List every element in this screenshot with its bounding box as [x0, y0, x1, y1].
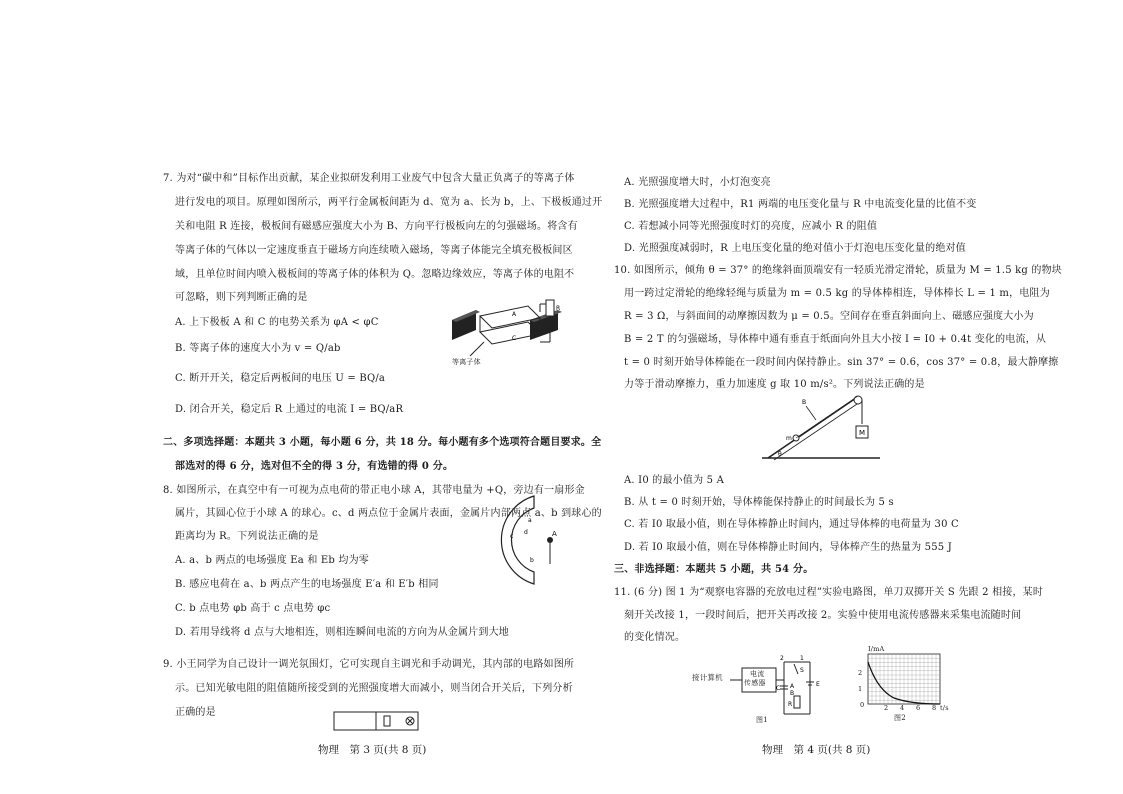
- svg-text:S: S: [800, 667, 804, 674]
- current-time-graph: [854, 645, 950, 724]
- fig2-ytick-1: 1: [858, 685, 863, 693]
- q8-option-a: A. a、b 两点的电场强度 Ea 和 Eb 均为零: [175, 555, 369, 566]
- q8-line1: 8. 如图所示，在真空中有一可视为点电荷的带正电小球 A，其带电量为 +Q，旁边有一扇形金: [163, 485, 585, 496]
- fig1-sensor-label-1: 电流: [750, 670, 765, 678]
- q7-line6: 可忽略，则下列判断正确的是: [175, 292, 308, 303]
- section2-line2: 部选对的得 6 分，选对但不全的得 3 分，有选错的得 0 分。: [175, 461, 454, 472]
- fig2-xtick-4: 4: [900, 704, 905, 712]
- q7-option-a: A. 上下极板 A 和 C 的电势关系为 φA < φC: [175, 317, 379, 328]
- fig1-computer-label: 接计算机: [692, 673, 723, 682]
- q8-option-d: D. 若用导线将 d 点与大地相连，则相连瞬间电流的方向为从金属片到大地: [175, 627, 509, 638]
- svg-text:M: M: [859, 429, 866, 437]
- q9-line3: 正确的是: [175, 707, 216, 718]
- q10-line5: t = 0 时刻开始导体棒能在一段时间内保持静止。sin 37° = 0.6，cos 37° = 0.8，最大静摩擦: [624, 357, 1059, 368]
- fig1-sensor-label-2: 传感器: [744, 679, 766, 687]
- section3-title: 三、非选择题：本题共 5 小题，共 54 分。: [614, 564, 814, 575]
- q11-line1: 11. (6 分) 图 1 为“观察电容器的充放电过程”实验电路图，单刀双掷开关 S 先跟 2 相接，某时: [614, 587, 1044, 598]
- q7-option-b: B. 等离子体的速度大小为 v = Q/ab: [175, 343, 341, 354]
- q9-option-b: B. 光照强度增大过程中，R1 两端的电压变化量与 R 中电流变化量的比值不变: [624, 199, 977, 210]
- q9-line1: 9. 小王同学为自己设计一调光氛围灯，它可实现自主调光和手动调光，其内部的电路如图所: [163, 659, 575, 670]
- svg-text:R: R: [556, 305, 561, 312]
- svg-text:m: m: [786, 435, 792, 442]
- right-footer: 物理 第 4 页(共 8 页): [762, 744, 871, 756]
- fig2-ytick-0: 0: [860, 701, 865, 709]
- svg-text:2: 2: [780, 655, 784, 662]
- q9-option-d: D. 光照强度减弱时，R 上电压变化量的绝对值小于灯泡电压变化量的绝对值: [624, 243, 966, 254]
- svg-text:A: A: [512, 311, 517, 318]
- svg-text:C: C: [512, 335, 517, 342]
- q10-option-b: B. 从 t = 0 时刻开始，导体棒能保持静止的时间最长为 5 s: [624, 497, 894, 508]
- q8-option-b: B. 感应电荷在 a、b 两点产生的电场强度 E′a 和 E′b 相同: [175, 579, 439, 590]
- q9-option-c: C. 若想减小同等光照强度时灯的亮度，应减小 R 的阻值: [624, 221, 878, 232]
- q10-line3: R = 3 Ω，与斜面间的动摩擦因数为 μ = 0.5。空间存在垂直斜面向上、磁感应强度大小为: [624, 311, 1034, 322]
- q8-line3: 距离均为 R。下列说法正确的是: [175, 531, 319, 542]
- svg-text:B: B: [802, 399, 807, 406]
- q9-line2: 示。已知光敏电阻的阻值随所接受到的光照强度增大而减小，则当闭合开关后，下列分析: [175, 683, 573, 694]
- q7-option-d: D. 闭合开关，稳定后 R 上通过的电流 I = BQ/aR: [175, 404, 404, 415]
- q10-line2: 用一跨过定滑轮的绝缘轻绳与质量为 m = 0.5 kg 的导体棒相连，导体棒长 L = 1 m，电阻为: [624, 288, 1050, 299]
- fig2-ytick-2: 2: [858, 669, 863, 677]
- q8-line2: 属片，其圆心位于小球 A 的球心。c、d 两点位于金属片表面，金属片内部两点 a、b 到球心的: [175, 508, 602, 519]
- svg-text:1: 1: [800, 655, 804, 662]
- left-footer: 物理 第 3 页(共 8 页): [318, 744, 427, 756]
- q9-option-a: A. 光照强度增大时，小灯泡变亮: [624, 177, 771, 188]
- q11-line2: 刻开关改接 1，一段时间后，把开关再改接 2。实验中使用电流传感器来采集电流随时间: [624, 610, 1022, 621]
- q10-option-c: C. 若 I0 取最小值，则在导体棒静止时间内，通过导体棒的电荷量为 30 C: [624, 519, 959, 530]
- fig2-caption: 图2: [894, 714, 906, 722]
- svg-text:E: E: [816, 681, 820, 688]
- light-circuit-figure: [320, 710, 430, 732]
- svg-text:C: C: [776, 685, 781, 692]
- q7-figure-label: 等离子体: [452, 358, 481, 366]
- svg-text:R: R: [788, 701, 793, 708]
- q11-line3: 的变化情况。: [624, 632, 686, 643]
- incline-figure: [762, 392, 882, 462]
- svg-text:c: c: [510, 533, 514, 540]
- fig2-xtick-8: 8: [932, 704, 937, 712]
- svg-text:B: B: [790, 690, 795, 697]
- svg-text:A: A: [552, 530, 557, 538]
- right-page: [562, 0, 1123, 794]
- fig2-xtick-6: 6: [916, 704, 921, 712]
- q7-line4: 等离子体的气体以一定速度垂直于磁场方向连续喷入磁场，等离子体能完全填充极板间区: [175, 245, 573, 256]
- svg-text:θ: θ: [778, 451, 782, 458]
- q7-option-c: C. 断开开关，稳定后两板间的电压 U = BQ/a: [175, 373, 386, 384]
- svg-text:A: A: [790, 683, 795, 690]
- q7-line1: 7. 为对“碳中和”目标作出贡献，某企业拟研发利用工业废气中包含大量正负离子的等离子体: [163, 173, 575, 184]
- q10-option-d: D. 若 I0 取最小值，则在导体棒静止时间内，导体棒产生的热量为 555 J: [624, 542, 952, 553]
- svg-text:b: b: [530, 557, 534, 564]
- fig1-caption: 图1: [756, 716, 768, 724]
- q10-line4: B = 2 T 的匀强磁场，导体棒中通有垂直于纸面向外且大小按 I = I0 + 0.4t 变化的电流，从: [624, 334, 1047, 345]
- svg-text:a: a: [528, 517, 532, 524]
- svg-text:d: d: [524, 529, 528, 536]
- plasma-generator-figure: [450, 296, 578, 374]
- fig2-ylabel: I/mA: [868, 645, 885, 653]
- q10-line6: 力等于滑动摩擦力，重力加速度 g 取 10 m/s²。下列说法正确的是: [624, 379, 925, 390]
- fig2-xlabel: t/s: [940, 704, 949, 712]
- section2-line1: 二、多项选择题：本题共 3 小题，每小题 6 分，共 18 分。每小题有多个选项符合题目要求。全: [163, 437, 602, 448]
- metal-sector-figure: [490, 492, 560, 588]
- capacitor-circuit-figure: [692, 654, 828, 726]
- q7-line5: 域，且单位时间内喷入极板间的等离子体的体积为 Q。忽略边缘效应，等离子体的电阻不: [175, 269, 575, 280]
- q7-line3: 关和电阻 R 连接，极板间有磁感应强度大小为 B、方向平行极板向左的匀强磁场。将含有: [175, 221, 578, 232]
- q7-line2: 进行发电的项目。原理如图所示，两平行金属板间距为 d、宽为 a、长为 b，上、下极板通过开: [175, 197, 603, 208]
- q10-line1: 10. 如图所示，倾角 θ = 37° 的绝缘斜面顶端安有一轻质光滑定滑轮，质量为 M = 1.5 kg 的物块: [614, 265, 1062, 276]
- q10-option-a: A. I0 的最小值为 5 A: [624, 475, 725, 486]
- q8-option-c: C. b 点电势 φb 高于 c 点电势 φc: [175, 603, 331, 614]
- fig2-xtick-2: 2: [884, 704, 889, 712]
